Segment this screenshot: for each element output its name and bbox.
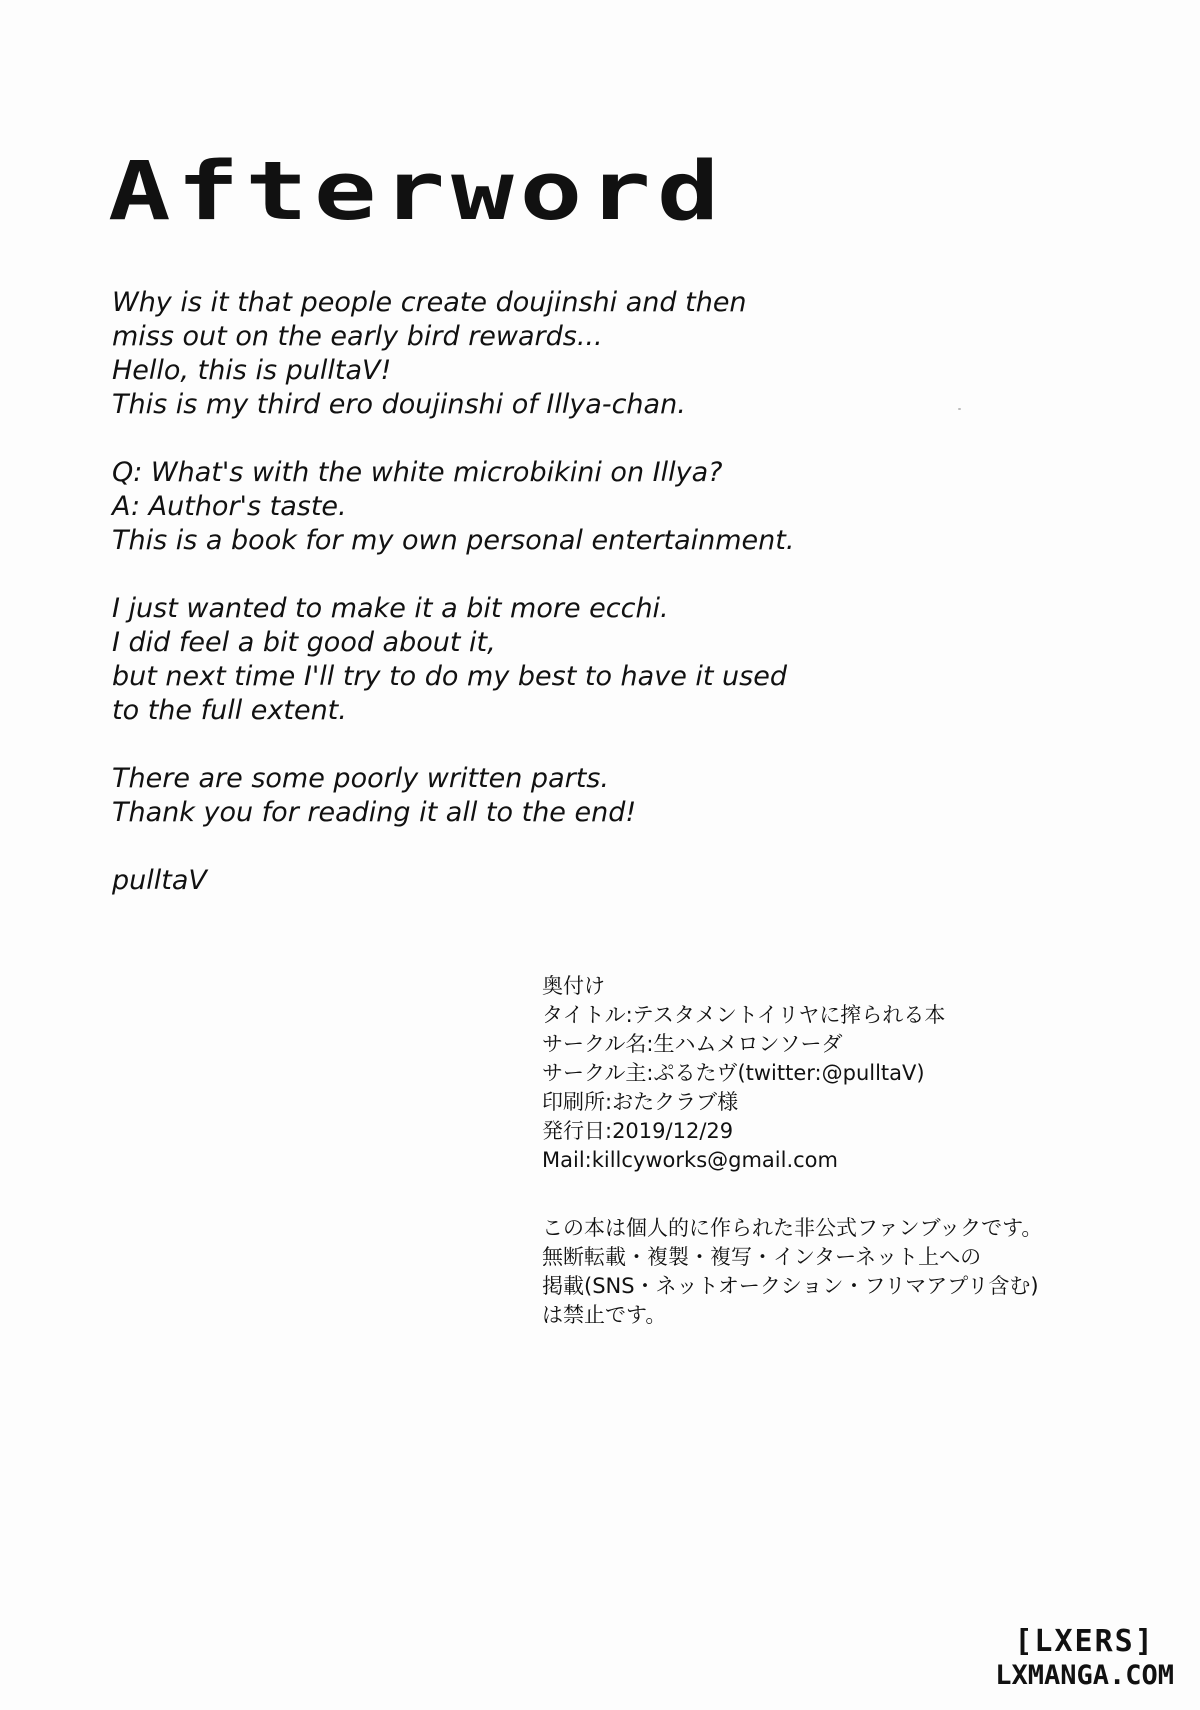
watermark-site: LXMANGA.COM xyxy=(995,1660,1174,1691)
text-line: A: Author's taste. xyxy=(112,491,347,522)
text-line: There are some poorly written parts. xyxy=(112,763,609,794)
text-line: This is my third ero doujinshi of Illya-chan. xyxy=(112,389,686,420)
text-line: Thank you for reading it all to the end! xyxy=(112,797,637,828)
watermark-group: [LXERS] xyxy=(1014,1624,1155,1659)
text-line: but next time I'll try to do my best to have it used xyxy=(112,661,787,692)
text-line: miss out on the early bird rewards... xyxy=(112,321,603,352)
paper-speck xyxy=(958,408,961,410)
author-signature: pulltaV xyxy=(112,865,207,896)
text-line: I did feel a bit good about it, xyxy=(112,627,496,658)
colophon-heading: 奥付け xyxy=(542,974,605,998)
text-line: Why is it that people create doujinshi and then xyxy=(112,287,747,318)
colophon-printer: 印刷所:おたクラブ様 xyxy=(542,1090,739,1114)
page-title: Afterword xyxy=(108,143,726,239)
copyright-notice xyxy=(542,1214,1122,1330)
afterword-body xyxy=(112,286,872,932)
paragraph-intro xyxy=(112,286,872,422)
notice-line: は禁止です。 xyxy=(542,1303,667,1327)
colophon xyxy=(542,972,1102,1175)
notice-line: 掲載(SNS・ネットオークション・フリマアプリ含む) xyxy=(542,1274,1039,1298)
paragraph-thanks xyxy=(112,762,872,830)
colophon-circle: サークル名:生ハムメロンソーダ xyxy=(542,1032,843,1056)
text-line: Hello, this is pulltaV! xyxy=(112,355,392,386)
paragraph-comment xyxy=(112,592,872,728)
notice-line: 無断転載・複製・複写・インターネット上への xyxy=(542,1245,982,1269)
colophon-owner: サークル主:ぷるたヴ(twitter:@pulltaV) xyxy=(542,1061,925,1085)
colophon-mail: Mail:killcyworks@gmail.com xyxy=(542,1148,838,1172)
text-line: to the full extent. xyxy=(112,695,347,726)
text-line: I just wanted to make it a bit more ecchi. xyxy=(112,593,669,624)
site-watermark xyxy=(995,1624,1174,1692)
text-line: Q: What's with the white microbikini on Illya? xyxy=(112,457,723,488)
notice-line: この本は個人的に作られた非公式ファンブックです。 xyxy=(542,1216,1043,1240)
paragraph-qa xyxy=(112,456,872,558)
colophon-date: 発行日:2019/12/29 xyxy=(542,1119,734,1143)
colophon-title: タイトル:テスタメントイリヤに搾られる本 xyxy=(542,1003,946,1027)
paragraph-signature xyxy=(112,864,872,898)
text-line: This is a book for my own personal entertainment. xyxy=(112,525,795,556)
